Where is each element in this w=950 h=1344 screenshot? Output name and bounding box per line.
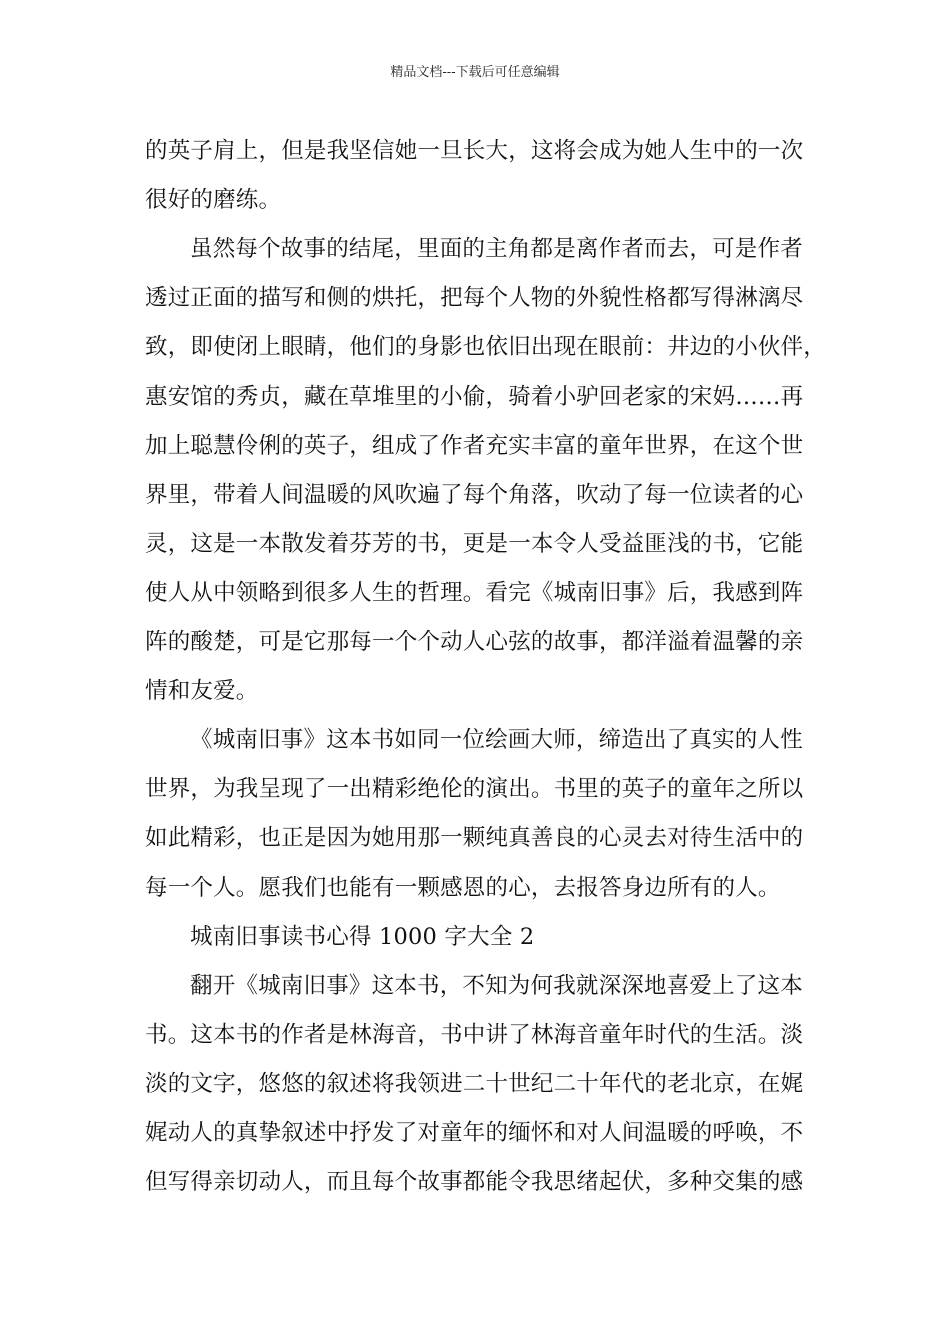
paragraph-first-line: 虽然每个故事的结尾，里面的主角都是离作者而去，可是作者 (190, 236, 803, 263)
paragraph-first-line: 翻开《城南旧事》这本书，不知为何我就深深地喜爱上了这本 (190, 972, 803, 999)
page-header: 精品文档---下载后可任意编辑 (390, 65, 560, 80)
paragraph-first-line: 《城南旧事》这本书如同一位绘画大师，缔造出了真实的人性 (190, 727, 803, 754)
text-line: 淡的文字，悠悠的叙述将我领进二十世纪二十年代的老北京，在娓 (145, 1070, 804, 1097)
text-line: 界里，带着人间温暖的风吹遍了每个角落，吹动了每一位读者的心 (145, 481, 804, 508)
text-line: 的英子肩上，但是我坚信她一旦长大，这将会成为她人生中的一次 (145, 138, 804, 164)
text-line: 使人从中领略到很多人生的哲理。看完《城南旧事》后，我感到阵 (145, 579, 804, 606)
text-line: 惠安馆的秀贞，藏在草堆里的小偷，骑着小驴回老家的宋妈……再 (145, 383, 804, 410)
paragraph-first-line: 城南旧事读书心得 1000 字大全 2 (190, 923, 535, 950)
text-line: 致，即使闭上眼睛，他们的身影也依旧出现在眼前：井边的小伙伴， (145, 334, 827, 361)
text-line: 很好的磨练。 (145, 187, 282, 214)
text-line: 如此精彩，也正是因为她用那一颗纯真善良的心灵去对待生活中的 (145, 825, 804, 852)
text-line: 加上聪慧伶俐的英子，组成了作者充实丰富的童年世界，在这个世 (145, 432, 804, 459)
text-line: 透过正面的描写和侧的烘托，把每个人物的外貌性格都写得淋漓尽 (145, 285, 804, 312)
text-line: 每一个人。愿我们也能有一颗感恩的心，去报答身边所有的人。 (145, 874, 781, 901)
text-line: 情和友爱。 (145, 678, 259, 705)
text-line: 但写得亲切动人，而且每个故事都能令我思绪起伏，多种交集的感 (145, 1169, 804, 1196)
text-line: 娓动人的真挚叙述中抒发了对童年的缅怀和对人间温暖的呼唤，不 (145, 1120, 804, 1146)
text-line: 世界，为我呈现了一出精彩绝伦的演出。书里的英子的童年之所以 (145, 776, 804, 803)
text-line: 阵的酸楚，可是它那每一个个动人心弦的故事，都洋溢着温馨的亲 (145, 629, 804, 655)
text-line: 灵，这是一本散发着芬芳的书，更是一本令人受益匪浅的书，它能 (145, 530, 804, 557)
text-line: 书。这本书的作者是林海音，书中讲了林海音童年时代的生活。淡 (145, 1021, 804, 1048)
